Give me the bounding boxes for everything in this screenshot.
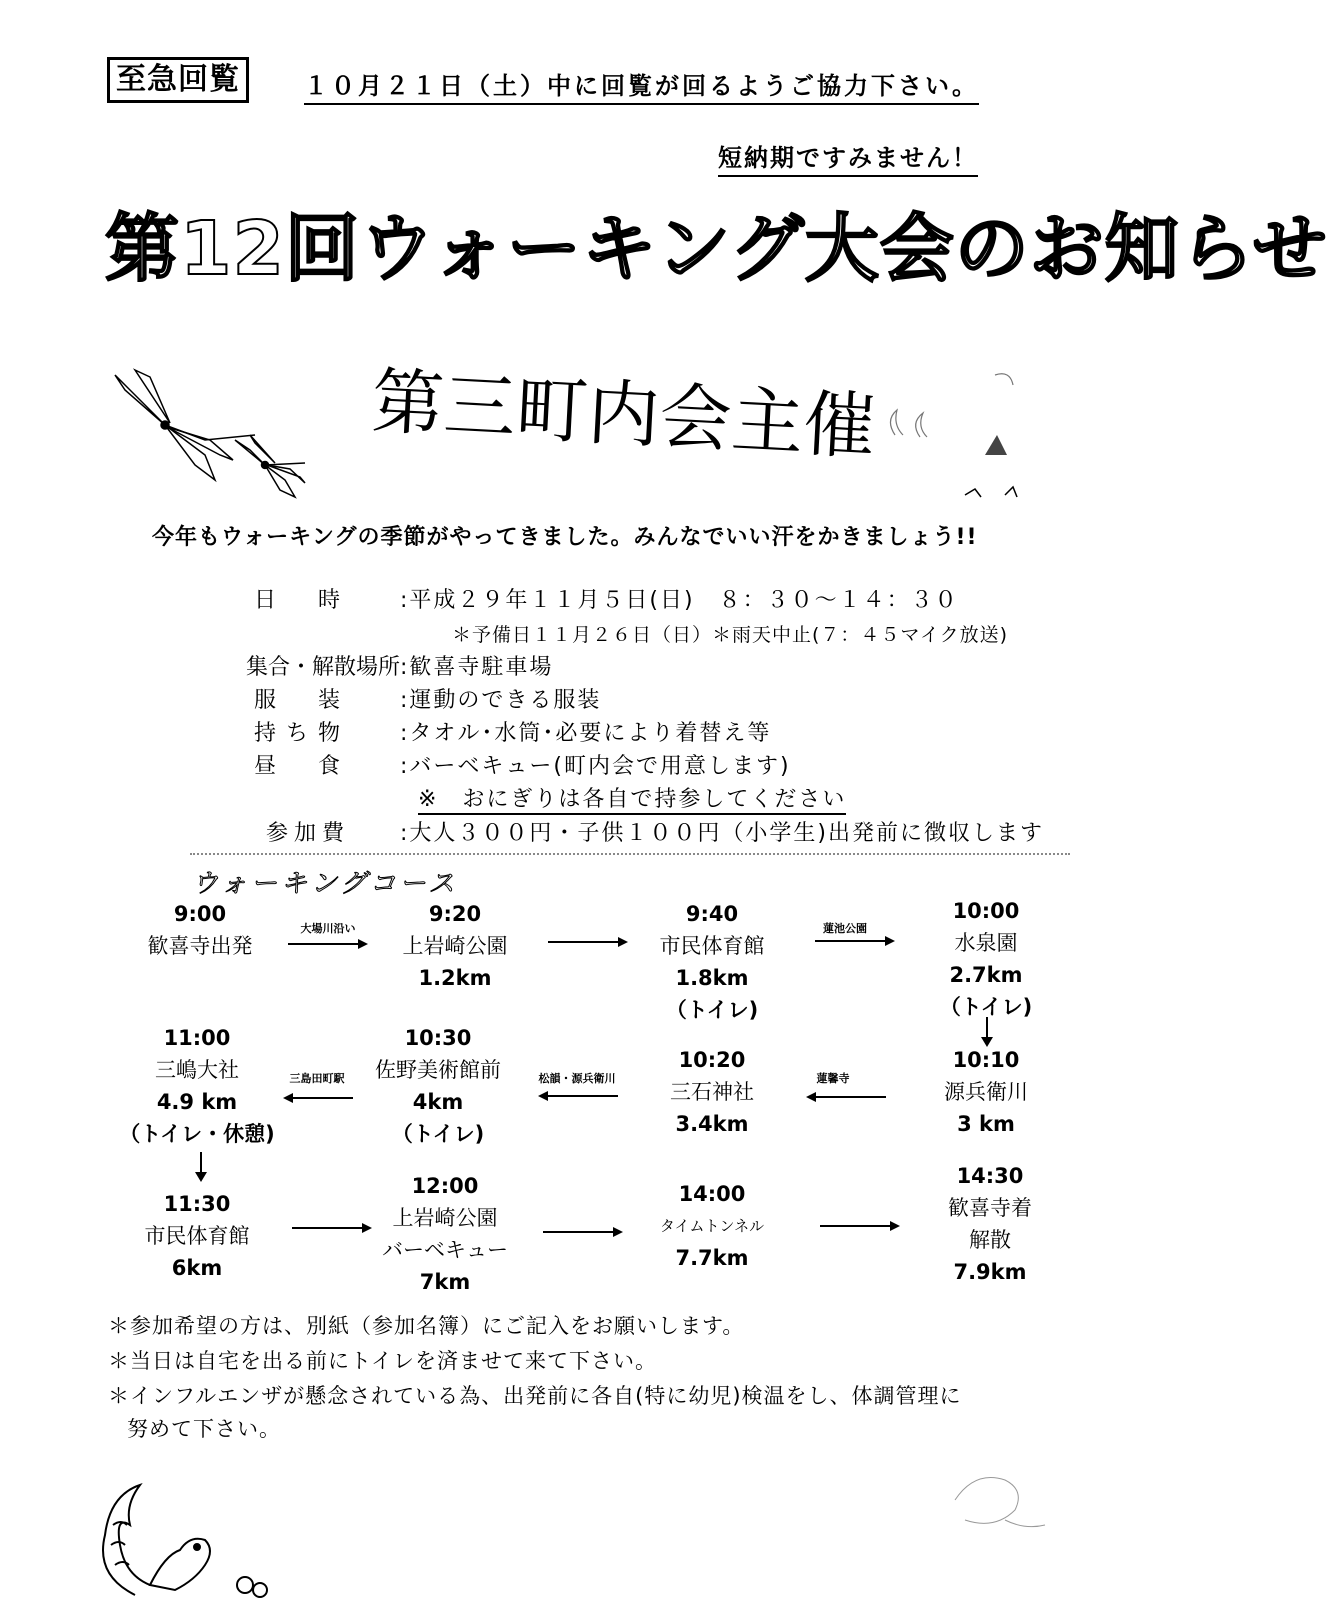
stop-name: 三石神社 (670, 1080, 754, 1104)
course-stop (886, 895, 1086, 1023)
arrow-right-icon (292, 1222, 372, 1234)
stop-time: 11:30 (163, 1192, 231, 1216)
arrow-right-icon (288, 938, 368, 950)
stop-facility: （トイレ) (665, 998, 759, 1022)
date-note: ＊予備日１１月２６日（日）＊雨天中止(７：４５マイク放送) (452, 624, 1009, 646)
stop-time: 9:20 (428, 902, 482, 926)
arrow-right-icon (543, 1226, 623, 1238)
stop-time: 12:00 (411, 1174, 479, 1198)
stop-name: 源兵衛川 (944, 1080, 1028, 1104)
stop-distance: 1.8km (675, 966, 749, 990)
footer-note-registration: ＊参加希望の方は、別紙（参加名簿）にご記入をお願いします。 (108, 1314, 745, 1338)
fee-value: :大人３００円・子供１００円（小学生)出発前に徴収します (400, 821, 1044, 846)
stop-time: 10:10 (952, 1048, 1020, 1072)
meeting-place-label: 集合・解散場所 (245, 655, 400, 680)
stop-name: 歓喜寺着 (948, 1196, 1032, 1220)
route-label: 三島田町駅 (289, 1072, 345, 1085)
arrow-left-icon (806, 1091, 886, 1103)
course-stop (612, 898, 812, 1026)
arrow-left-icon (538, 1090, 618, 1102)
stop-distance: 6km (171, 1256, 223, 1280)
stop-distance: 7.9km (953, 1260, 1027, 1284)
course-stop (100, 898, 300, 962)
arrow-down-icon (980, 1017, 994, 1047)
date-value: :平成２９年１１月５日(日) ８：３０～１４：３０ (400, 588, 959, 613)
arrow-down-icon (194, 1152, 208, 1182)
stop-time: 11:00 (163, 1026, 231, 1050)
stop-facility: （トイレ) (939, 995, 1033, 1019)
stop-name-secondary: 解散 (969, 1228, 1011, 1252)
footer-note-toilet: ＊当日は自宅を出る前にトイレを済ませて来て下さい。 (108, 1349, 657, 1373)
lunch-note: ※ おにぎりは各自で持参してください (418, 782, 846, 815)
stop-distance: 4km (412, 1090, 464, 1114)
stop-name-secondary: バーベキュー (382, 1238, 508, 1262)
course-stop (886, 1044, 1086, 1140)
stop-name: 水泉園 (954, 931, 1018, 955)
stop-distance: 3 km (957, 1112, 1015, 1136)
arrow-left-icon (283, 1092, 353, 1104)
apology-note: 短納期ですみません！ (718, 138, 978, 177)
arrow-right-icon (820, 1220, 900, 1232)
organizer-label: 第三町内会主催 (369, 358, 878, 470)
dragonfly-illustration (105, 365, 325, 505)
stop-name: 市民体育館 (144, 1224, 250, 1248)
urgent-circulation-label: 至急回覧 (107, 57, 249, 103)
route-label: 大場川沿い (300, 922, 356, 935)
intro-message: 今年もウォーキングの季節がやってきました。みんなでいい汗をかきましょう!! (152, 525, 978, 550)
stop-facility: （トイレ) (391, 1122, 485, 1146)
section-divider (190, 853, 1070, 855)
stop-time: 9:40 (685, 902, 739, 926)
faint-decoration (945, 1460, 1065, 1550)
course-stop (612, 1044, 812, 1140)
stop-name: タイムトンネル (659, 1217, 765, 1235)
stop-name: 歓喜寺出発 (147, 934, 253, 958)
stop-time: 10:00 (952, 899, 1020, 923)
arrow-right-icon (548, 936, 628, 948)
stop-name: 市民体育館 (659, 934, 765, 958)
stop-distance: 7km (419, 1270, 471, 1294)
lunch-value: :バーベキュー(町内会で用意します) (400, 754, 791, 779)
stop-time: 14:00 (678, 1182, 746, 1206)
course-stop (338, 1022, 538, 1150)
stop-time: 10:20 (678, 1048, 746, 1072)
stop-distance: 4.9 km (156, 1090, 238, 1114)
lunch-label: 昼 食 (253, 754, 350, 779)
course-stop (97, 1022, 297, 1150)
stop-distance: 7.7km (675, 1246, 749, 1270)
footer-note-health: ＊インフルエンザが懸念されている為、出発前に各自(特に幼児)検温をし、体調管理に (108, 1384, 962, 1408)
course-stop (355, 898, 555, 994)
course-stop (890, 1160, 1090, 1288)
squirrel-illustration (95, 1455, 275, 1605)
stop-distance: 2.7km (949, 963, 1023, 987)
stop-name: 上岩崎公園 (402, 934, 508, 958)
date-label: 日 時 (253, 588, 350, 613)
course-stop (345, 1170, 545, 1298)
belongings-label: 持ち物 (253, 721, 350, 746)
stop-time: 10:30 (404, 1026, 472, 1050)
event-title: 第12回ウォーキング大会のお知らせ (105, 206, 1328, 292)
clothing-value: :運動のできる服装 (400, 688, 602, 713)
meeting-place-value: :歓喜寺駐車場 (400, 655, 554, 680)
route-label: 蓮馨寺 (816, 1072, 850, 1085)
belongings-value: :タオル･水筒･必要により着替え等 (400, 721, 772, 746)
clothing-label: 服 装 (253, 688, 350, 713)
course-stop (97, 1188, 297, 1284)
route-label: 松韻・源兵衛川 (538, 1072, 616, 1085)
stop-time: 14:30 (956, 1164, 1024, 1188)
stop-name: 三嶋大社 (155, 1058, 239, 1082)
stop-distance: 3.4km (675, 1112, 749, 1136)
route-label: 蓮池公園 (823, 922, 867, 935)
stop-facility: （トイレ・休憩) (119, 1122, 275, 1146)
course-title: ウォーキングコース (192, 869, 459, 899)
stop-name: 上岩崎公園 (392, 1206, 498, 1230)
stop-distance: 1.2km (418, 966, 492, 990)
circulation-deadline-notice: １０月２１日（土）中に回覧が回るようご協力下さい。 (304, 66, 979, 105)
decorative-figures-illustration (885, 365, 1065, 510)
stop-name: 佐野美術館前 (375, 1058, 501, 1082)
course-stop (612, 1178, 812, 1274)
fee-label: 参加費 (265, 821, 350, 846)
stop-time: 9:00 (173, 902, 227, 926)
arrow-right-icon (815, 935, 895, 947)
footer-note-health-cont: 努めて下さい。 (127, 1417, 281, 1441)
